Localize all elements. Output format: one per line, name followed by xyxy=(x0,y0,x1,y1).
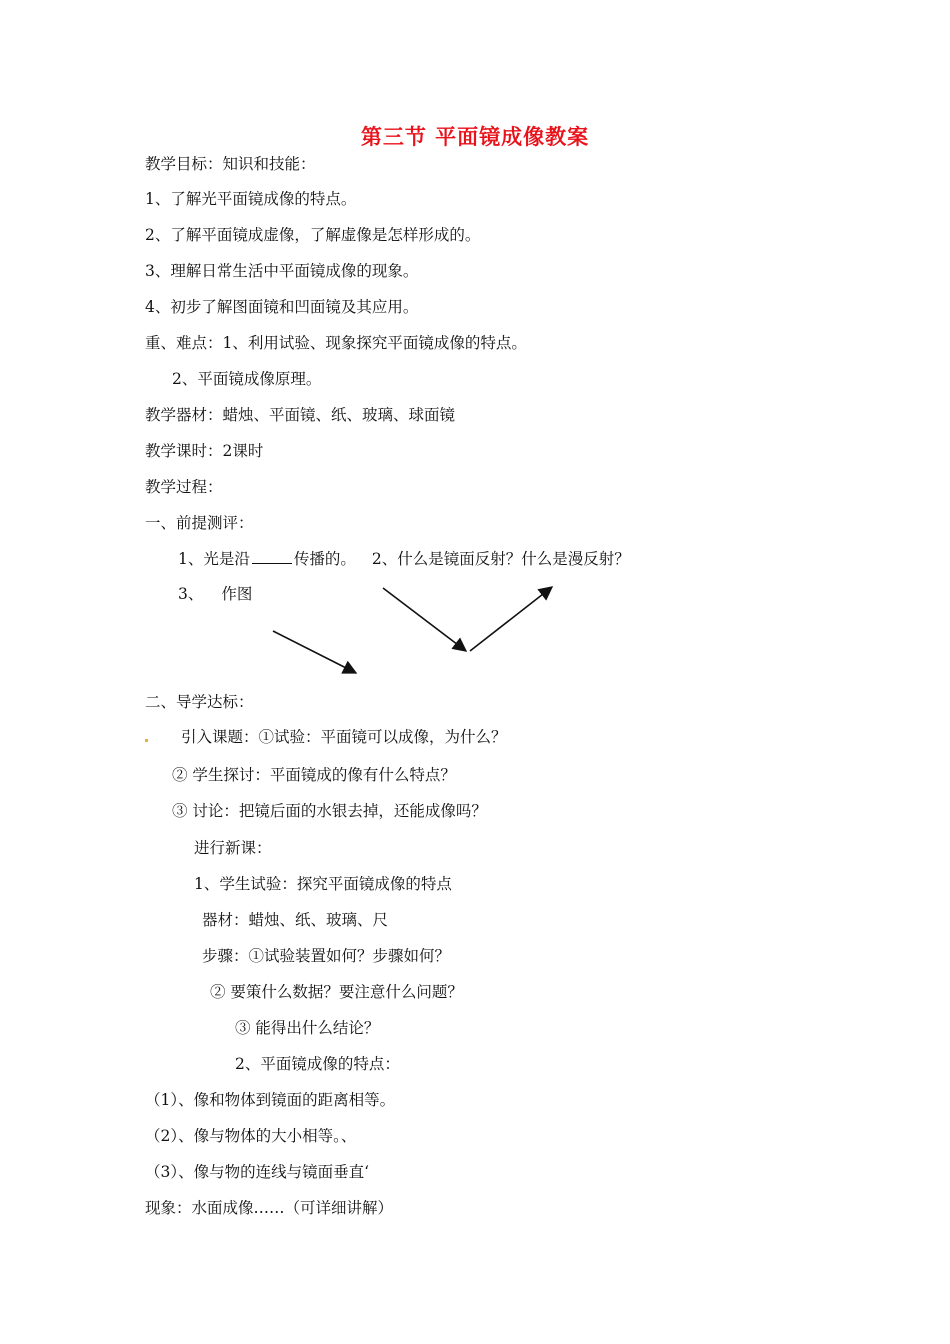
step-2-line: ② 要策什么数据？要注意什么问题？ xyxy=(210,983,463,1001)
pretest-q3-text: 作图 xyxy=(221,585,253,603)
pretest-q3-number: 3、 xyxy=(178,585,204,603)
process-heading: 教学过程： xyxy=(145,478,223,496)
section-1-heading: 一、前提测评： xyxy=(145,514,254,532)
step-3-line: ③ 能得出什么结论？ xyxy=(235,1019,380,1037)
pretest-q2: 2、什么是镜面反射？什么是漫反射？ xyxy=(371,550,630,568)
steps-line: 步骤：①试验装置如何？步骤如何？ xyxy=(202,947,451,965)
hours-line: 教学课时：2课时 xyxy=(145,442,264,460)
new-lesson-line: 进行新课： xyxy=(194,839,272,857)
goal-item-1: 1、了解光平面镜成像的特点。 xyxy=(145,190,357,208)
goal-item-4: 4、初步了解图面镜和凹面镜及其应用。 xyxy=(145,298,419,316)
experiment-line: 1、学生试验：探究平面镜成像的特点 xyxy=(194,875,452,893)
fill-in-blank xyxy=(252,549,292,564)
pretest-question-line xyxy=(178,549,630,569)
marker-dot xyxy=(145,739,148,742)
key-points-line-1: 重、难点：1、利用试验、现象探究平面镜成像的特点。 xyxy=(145,334,527,352)
phenomenon-line: 现象：水面成像……（可详细讲解） xyxy=(145,1199,394,1217)
ray-arrow-left xyxy=(273,631,356,673)
goal-item-3: 3、理解日常生活中平面镜成像的现象。 xyxy=(145,262,419,280)
reflected-ray-arrow xyxy=(470,587,552,651)
section-2-heading: 二、导学达标： xyxy=(145,693,254,711)
goal-item-2: 2、了解平面镜成虚像，了解虚像是怎样形成的。 xyxy=(145,226,481,244)
intro-line: 引入课题：①试验：平面镜可以成像，为什么？ xyxy=(181,728,507,746)
pretest-q3-line xyxy=(178,584,252,604)
equipment-line: 器材：蜡烛、纸、玻璃、尺 xyxy=(202,911,389,929)
feature-item-2: （2）、像与物体的大小相等。、 xyxy=(145,1127,357,1145)
features-heading: 2、平面镜成像的特点： xyxy=(235,1055,400,1073)
page-title: 第三节 平面镜成像教案 xyxy=(360,125,590,149)
materials-line: 教学器材：蜡烛、平面镜、纸、玻璃、球面镜 xyxy=(145,406,456,424)
pretest-q1-suffix: 传播的。 xyxy=(293,550,356,568)
key-points-line-2: 2、平面镜成像原理。 xyxy=(172,370,322,388)
incident-ray-arrow xyxy=(383,588,466,651)
goals-heading: 教学目标：知识和技能： xyxy=(145,155,316,173)
feature-item-1: （1）、像和物体到镜面的距离相等。 xyxy=(145,1091,396,1109)
pretest-q1-prefix: 1、光是沿 xyxy=(178,550,250,568)
discuss-line: ③ 讨论：把镜后面的水银去掉，还能成像吗？ xyxy=(172,802,487,820)
inquiry-line: ② 学生探讨：平面镜成的像有什么特点？ xyxy=(172,766,456,784)
feature-item-3: （3）、像与物的连线与镜面垂直‘ xyxy=(145,1163,370,1181)
